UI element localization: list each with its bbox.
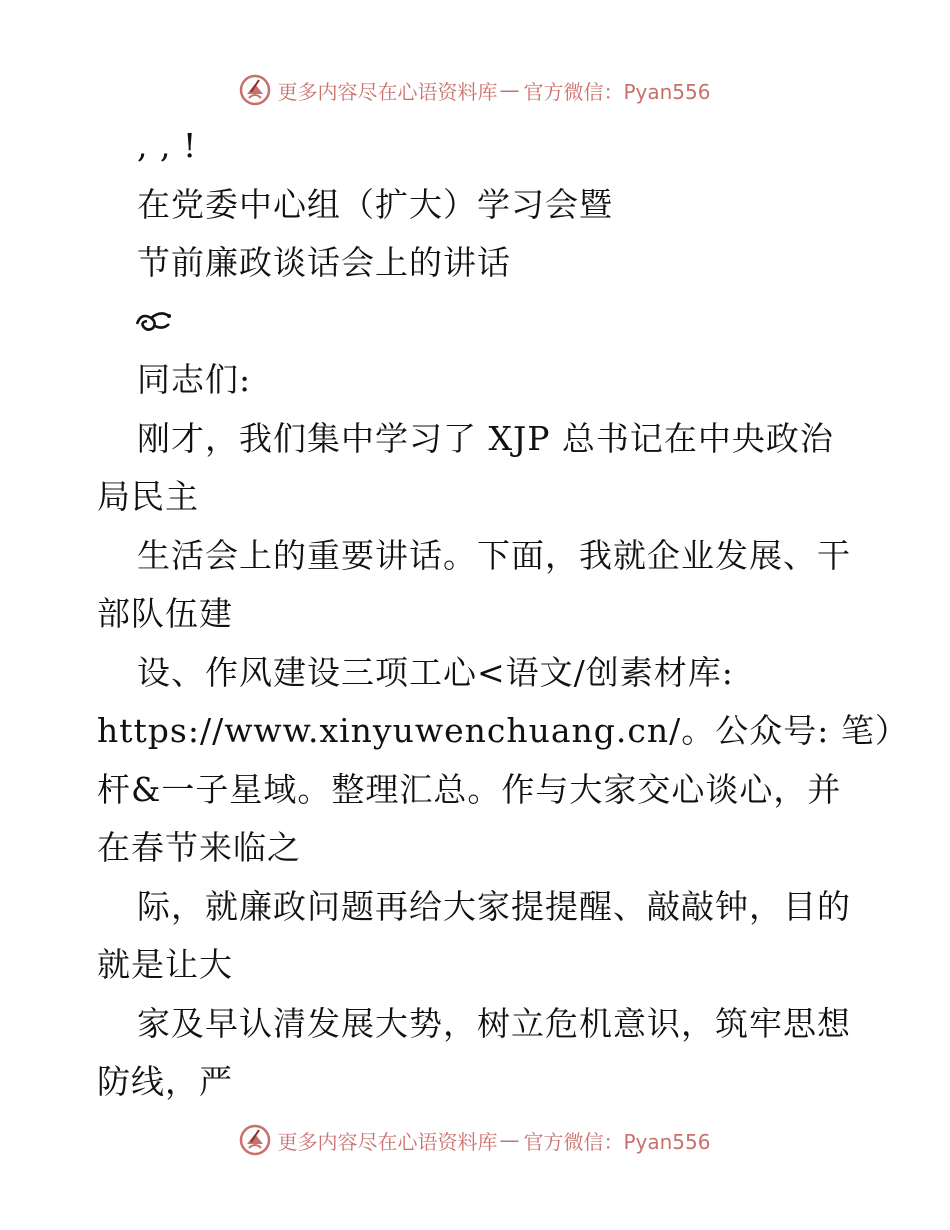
paragraph-line: 部队伍建	[97, 594, 233, 633]
paragraph-line: 家及早认清发展大势，树立危机意识，筑牢思想	[137, 1004, 851, 1043]
salutation: 同志们:	[137, 360, 252, 399]
paragraph-line: 在春节来临之	[97, 828, 301, 867]
paragraph-line: https://www.xinyuwenchuang.cn/。公众号: 笔）	[97, 711, 909, 750]
paragraph-line: 局民主	[97, 477, 199, 516]
banner-wechat: 官方微信：Pyan556	[523, 79, 711, 104]
paragraph-line: 就是让大	[97, 945, 233, 984]
speech-title-line-1: 在党委中心组（扩大）学习会暨	[137, 185, 613, 224]
paragraph-line: 杆&一子星域。整理汇总。作与大家交心谈心，并	[97, 770, 842, 809]
speech-title-line-2: 节前廉政谈话会上的讲话	[137, 243, 511, 282]
banner-separator: —	[499, 78, 520, 102]
banner-text: 更多内容尽在心语资料库	[277, 1129, 498, 1154]
text-line: , , !	[137, 126, 198, 165]
paragraph-line: 刚才，我们集中学习了 XJP 总书记在中央政治	[137, 419, 834, 458]
banner-wechat: 官方微信：Pyan556	[523, 1129, 711, 1154]
paragraph-line: 生活会上的重要讲话。下面，我就企业发展、干	[137, 536, 851, 575]
paragraph-line: 防线，严	[97, 1062, 233, 1101]
banner-text: 更多内容尽在心语资料库	[277, 79, 498, 104]
footer-banner	[0, 1120, 950, 1160]
paragraph-line: 设、作风建设三项工心<语文/创素材库:	[137, 653, 734, 692]
banner-separator: —	[499, 1128, 520, 1152]
floral-ornament-icon	[133, 306, 173, 338]
book-pen-logo-icon	[239, 1124, 271, 1156]
paragraph-line: 际，就廉政问题再给大家提提醒、敲敲钟，目的	[137, 887, 851, 926]
